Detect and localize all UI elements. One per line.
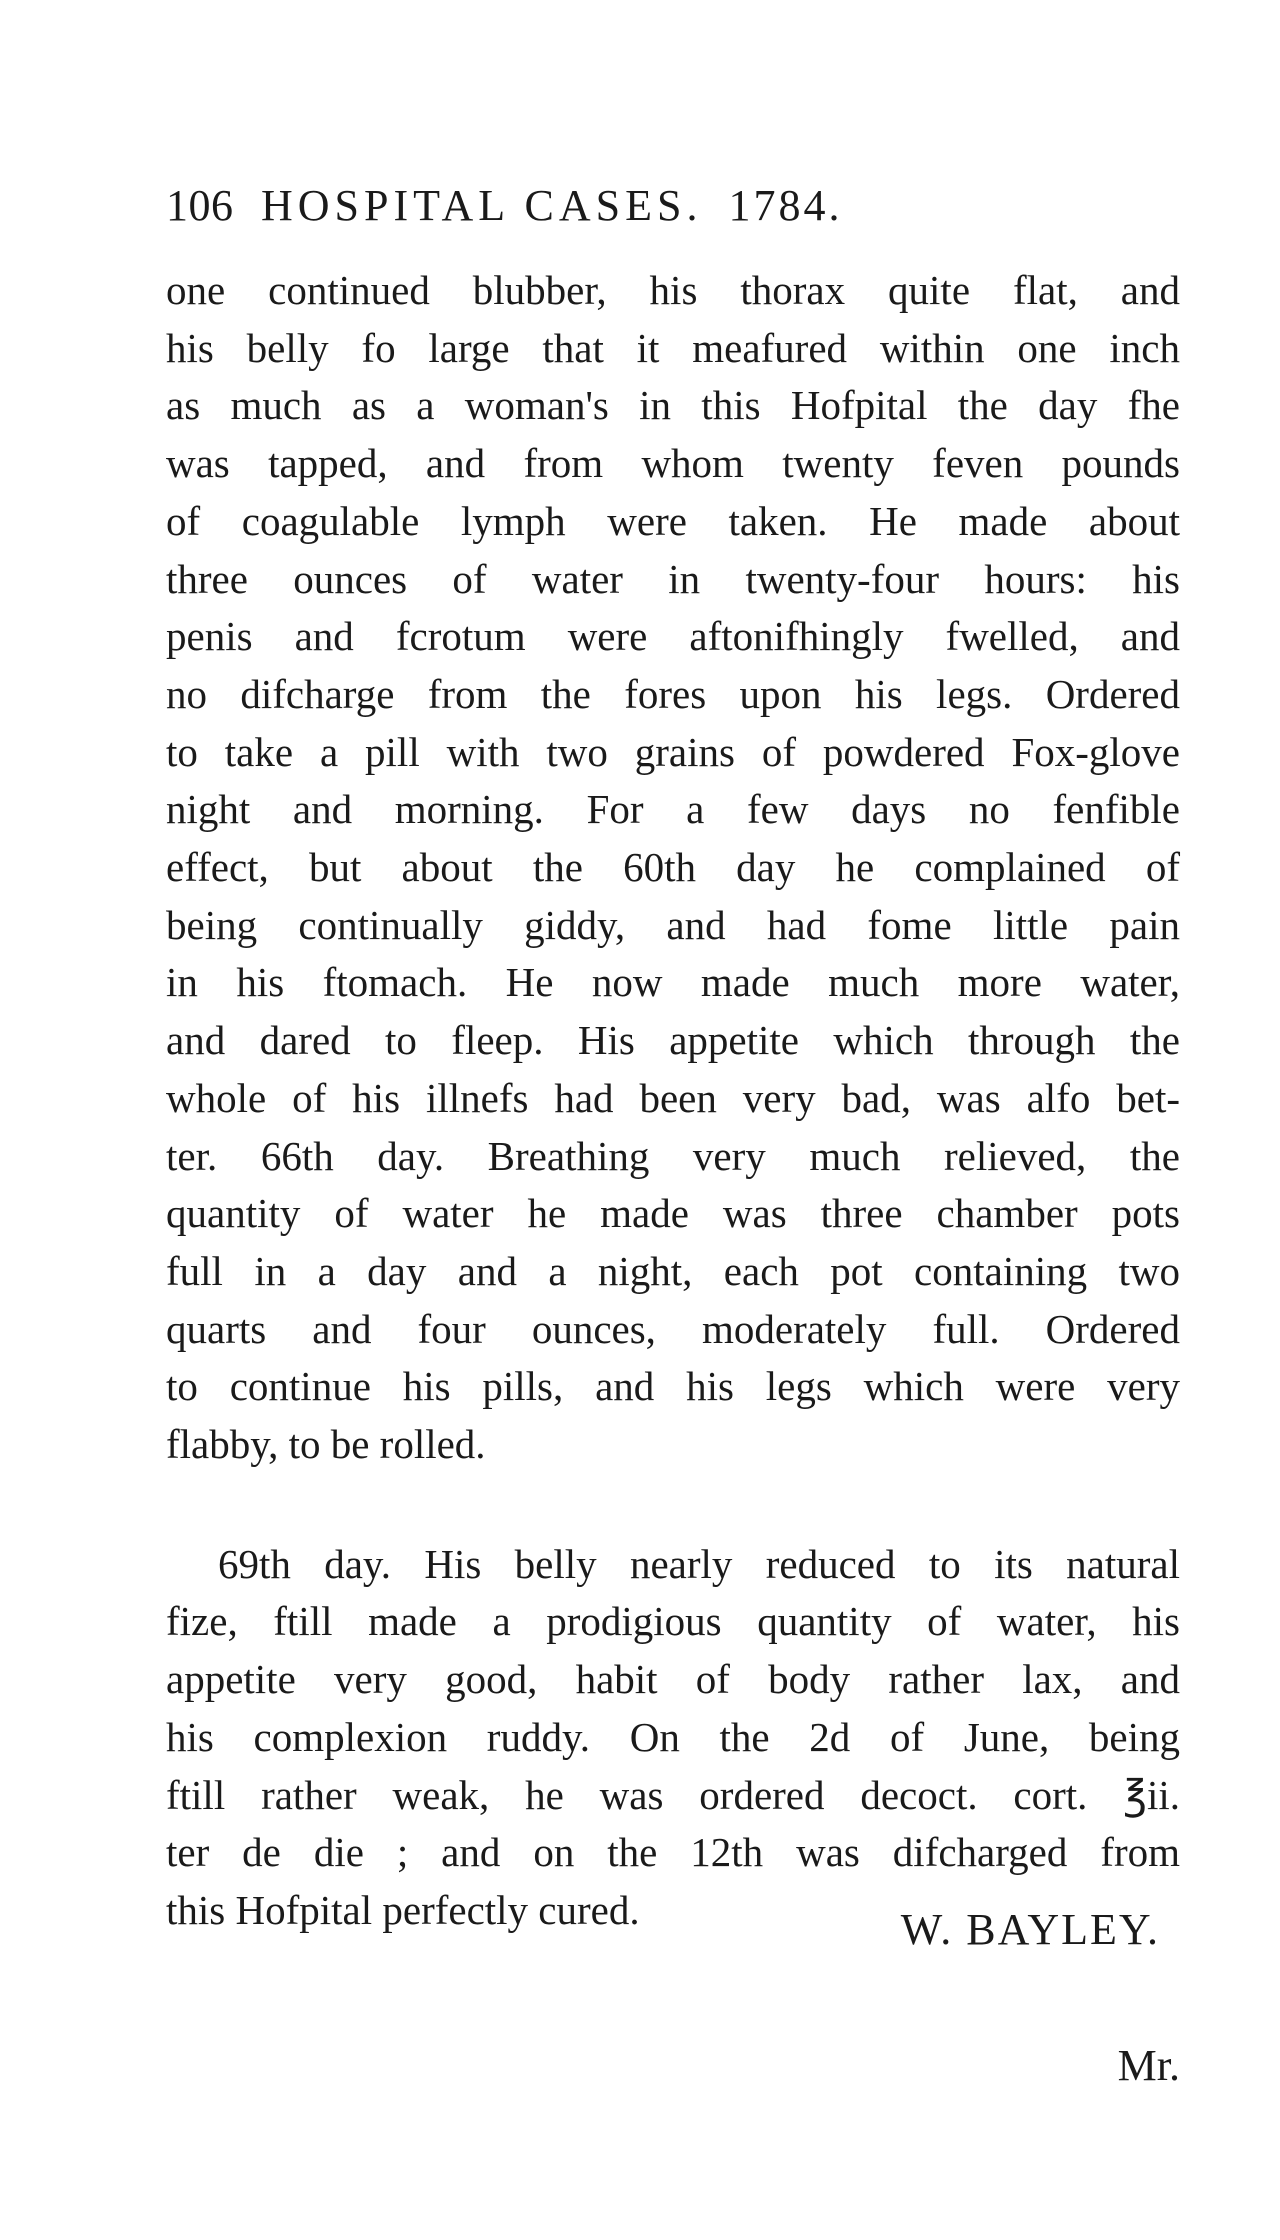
text-line: full in a day and a night, each pot containing two <box>166 1247 1180 1294</box>
text-line: effect, but about the 60th day he complained of <box>166 844 1180 891</box>
text-line: and dared to fleep. His appetite which through the <box>166 1017 1180 1064</box>
paragraph-1 <box>166 262 1180 1474</box>
catchword: Mr. <box>1117 2041 1180 2090</box>
text-line: no difcharge from the fores upon his legs. Ordered <box>166 670 1180 717</box>
text-line: quantity of water he made was three chamber pots <box>166 1190 1180 1237</box>
text-line: in his ftomach. He now made much more water, <box>166 959 1180 1006</box>
text-line: quarts and four ounces, moderately full. Ordered <box>166 1305 1180 1352</box>
text-line: fize, ftill made a prodigious quantity of water, his <box>166 1598 1180 1645</box>
signature: W. BAYLEY. <box>900 1905 1160 1954</box>
paragraph-2 <box>166 1536 1180 1940</box>
running-year: 1784. <box>728 181 843 230</box>
paragraph-gap <box>166 1474 1180 1536</box>
text-line: being continually giddy, and had fome little pain <box>166 901 1180 948</box>
text-line: to continue his pills, and his legs which were very <box>166 1363 1180 1410</box>
running-head <box>166 180 1066 250</box>
text-line: to take a pill with two grains of powdered Fox-glove <box>166 728 1180 775</box>
text-line: his belly fo large that it meafured within one inch <box>166 324 1180 371</box>
text-line: his complexion ruddy. On the 2d of June, being <box>166 1713 1180 1760</box>
text-line: one continued blubber, his thorax quite flat, and <box>166 267 1180 313</box>
text-line: appetite very good, habit of body rather lax, and <box>166 1656 1180 1703</box>
text-line: ter. 66th day. Breathing very much relieved, the <box>166 1132 1180 1179</box>
text-line: flabby, to be rolled. <box>166 1421 486 1468</box>
text-line: as much as a woman's in this Hofpital the day fhe <box>166 382 1180 429</box>
text-line: 69th day. His belly nearly reduced to its natural <box>218 1540 1180 1587</box>
text-line: of coagulable lymph were taken. He made about <box>166 497 1180 544</box>
text-line: was tapped, and from whom twenty feven pounds <box>166 440 1180 487</box>
running-title: HOSPITAL CASES. <box>261 181 703 230</box>
text-line: ter de die ; and on the 12th was difcharged from <box>166 1829 1180 1876</box>
body-text <box>166 262 1180 1940</box>
text-line: ftill rather weak, he was ordered decoct. cort. ℥ii. <box>166 1771 1180 1818</box>
text-line: this Hofpital perfectly cured. <box>166 1886 640 1933</box>
page-number: 106 <box>166 181 234 230</box>
text-line: penis and fcrotum were aftonifhingly fwelled, and <box>166 613 1180 660</box>
text-line: night and morning. For a few days no fenfible <box>166 786 1180 833</box>
text-line: three ounces of water in twenty-four hours: his <box>166 555 1180 602</box>
text-line: whole of his illnefs had been very bad, was alfo bet- <box>166 1074 1180 1121</box>
